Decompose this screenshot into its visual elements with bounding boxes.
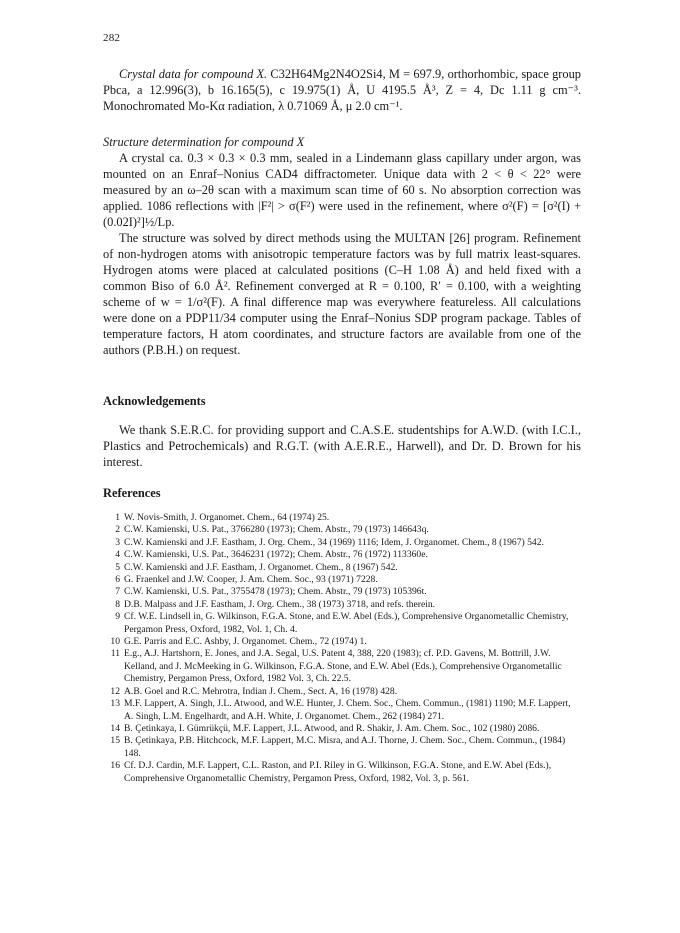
page-number: 282: [103, 32, 121, 44]
reference-item: [103, 723, 581, 735]
reference-text: D.B. Malpass and J.F. Eastham, J. Org. Chem., 38 (1973) 3718, and refs. therein.: [124, 598, 436, 610]
crystal-data-text: C32H64Mg2N4O2Si4, M = 697.9, orthorhombic, space group Pbca, a 12.996(3), b 16.165(5), c 19.975(1) Å, U 4195.5 Å³, Z = 4, Dc 1.11 g cm⁻³. Monochromated Mo-Kα radiation, λ 0.71069 Å, μ 2.0 cm⁻¹.: [103, 67, 581, 113]
reference-item: [103, 698, 581, 723]
reference-item: [103, 648, 581, 685]
reference-item: [103, 562, 581, 574]
reference-text: C.W. Kamienski, U.S. Pat., 3646231 (1972); Chem. Abstr., 76 (1972) 113360e.: [124, 549, 428, 561]
references-heading: References: [103, 486, 161, 500]
reference-item: [103, 760, 581, 785]
reference-number: 2: [115, 524, 120, 536]
acknowledgements-text: We thank S.E.R.C. for providing support and C.A.S.E. studentships for A.W.D. (with I.C.I., Plastics and Petrochemicals) and R.G.T. (with A.E.R.E., Harwell), and Dr. D. Brown for his interest.: [103, 423, 581, 469]
crystal-data-lead: Crystal data for compound X.: [119, 67, 268, 81]
reference-text: W. Novis-Smith, J. Organomet. Chem., 64 (1974) 25.: [124, 512, 330, 523]
reference-number: 1: [115, 512, 120, 523]
references-list: [103, 512, 581, 785]
structure-determination-section: [103, 134, 581, 358]
reference-item: [103, 549, 581, 561]
reference-number: 13: [110, 698, 120, 710]
reference-number: 10: [110, 636, 120, 648]
reference-number: 4: [115, 549, 120, 561]
reference-text: B. Çetinkaya, P.B. Hitchcock, M.F. Lappert, M.C. Misra, and A.J. Thorne, J. Chem. Soc., Chem. Commun., (1984) 148.: [124, 735, 566, 759]
reference-number: 6: [115, 574, 120, 586]
acknowledgements-heading: Acknowledgements: [103, 394, 206, 408]
reference-number: 11: [110, 648, 120, 660]
reference-number: 9: [115, 611, 120, 623]
reference-item: [103, 611, 581, 636]
reference-text: C.W. Kamienski and J.F. Eastham, J. Organomet. Chem., 8 (1967) 542.: [124, 561, 398, 573]
reference-item: [103, 586, 581, 598]
crystal-data-paragraph: [103, 66, 581, 114]
reference-item: [103, 524, 581, 536]
reference-item: [103, 686, 581, 698]
reference-item: [103, 599, 581, 611]
reference-number: 8: [115, 598, 120, 610]
reference-number: 5: [115, 561, 120, 573]
reference-number: 3: [115, 536, 120, 548]
reference-item: [103, 735, 581, 760]
reference-text: Cf. D.J. Cardin, M.F. Lappert, C.L. Raston, and P.I. Riley in G. Wilkinson, F.G.A. Stone, and E.W. Abel (Eds.), Comprehensive Organometallic Chemistry, Pergamon Press, Oxford, 1982, Vol. 3, p. 561.: [124, 760, 552, 784]
reference-text: M.F. Lappert, A. Singh, J.L. Atwood, and W.E. Hunter, J. Chem. Soc., Chem. Commun., (1981) 1190; M.F. Lappert, A. Singh, L.M. Engelhardt, and A.H. White, J. Organomet. Chem., 262 (1984) 271.: [124, 698, 571, 722]
acknowledgements-section: [103, 422, 581, 470]
reference-number: 16: [110, 760, 120, 772]
reference-text: Cf. W.E. Lindsell in, G. Wilkinson, F.G.A. Stone, and E.W. Abel (Eds.), Comprehensive Organometallic Chemistry, Pergamon Press, Oxford, 1982, Vol. 1, Ch. 4.: [124, 611, 569, 635]
structure-heading: Structure determination for compound X: [103, 135, 305, 149]
reference-text: B. Çetinkaya, I. Gümrükçü, M.F. Lappert, J.L. Atwood, and R. Shakir, J. Am. Chem. Soc., 102 (1980) 2086.: [124, 722, 540, 734]
reference-item: [103, 636, 581, 648]
reference-text: A.B. Goel and R.C. Mehrotra, Indian J. Chem., Sect. A, 16 (1978) 428.: [124, 685, 398, 697]
reference-number: 14: [110, 722, 120, 734]
reference-item: [103, 574, 581, 586]
reference-item: [103, 512, 581, 524]
reference-text: C.W. Kamienski and J.F. Eastham, J. Org. Chem., 34 (1969) 1116; Idem, J. Organomet. Chem., 8 (1967) 542.: [124, 536, 544, 548]
reference-text: C.W. Kamienski, U.S. Pat., 3766280 (1973); Chem. Abstr., 79 (1973) 146643q.: [124, 524, 429, 536]
structure-paragraph-2: The structure was solved by direct methods using the MULTAN [26] program. Refinement of non-hydrogen atoms with anisotropic temperature factors was by full matrix least-squares. Hydrogen atoms were placed at calculated positions (C–H 1.08 Å) and held fixed with a common Biso of 6.0 Å². Refinement converged at R = 0.100, R′ = 0.100, with a weighting scheme of w = 1/σ²(F). A final difference map was everywhere featureless. All calculations were done on a PDP11/34 computer using the Enraf–Nonius SDP program package. Tables of temperature factors, H atom coordinates, and structure factors are available from one of the authors (P.B.H.) on request.: [103, 231, 581, 357]
reference-text: E.g., A.J. Hartshorn, E. Jones, and J.A. Segal, U.S. Patent 4, 388, 220 (1983); cf. P.D. Gavens, M. Bottrill, J.W. Kelland, and J. McMeeking in G. Wilkinson, F.G.A. Stone, and E.W. Abel (Eds.), Comprehensive Organometallic Chemistry, Pergamon Press, Oxford, 1982 Vol. 3, Ch. 22.5.: [124, 648, 562, 685]
reference-number: 7: [115, 586, 120, 598]
structure-paragraph-1: A crystal ca. 0.3 × 0.3 × 0.3 mm, sealed in a Lindemann glass capillary under argon, was mounted on an Enraf–Nonius CAD4 diffractometer. Unique data with 2 < θ < 22° were measured by an ω–2θ scan with a maximum scan time of 60 s. No absorption correction was applied. 1086 reflections with |F²| > σ(F²) were used in the refinement, where σ²(F) = [σ²(I) + (0.02I)²]½/Lp.: [103, 151, 581, 229]
reference-text: C.W. Kamienski, U.S. Pat., 3755478 (1973); Chem. Abstr., 79 (1973) 105396t.: [124, 586, 427, 598]
reference-number: 12: [110, 685, 120, 697]
reference-number: 15: [110, 735, 120, 747]
reference-text: G.E. Parris and E.C. Ashby, J. Organomet. Chem., 72 (1974) 1.: [124, 636, 367, 648]
reference-text: G. Fraenkel and J.W. Cooper, J. Am. Chem. Soc., 93 (1971) 7228.: [124, 574, 378, 586]
reference-item: [103, 537, 581, 549]
